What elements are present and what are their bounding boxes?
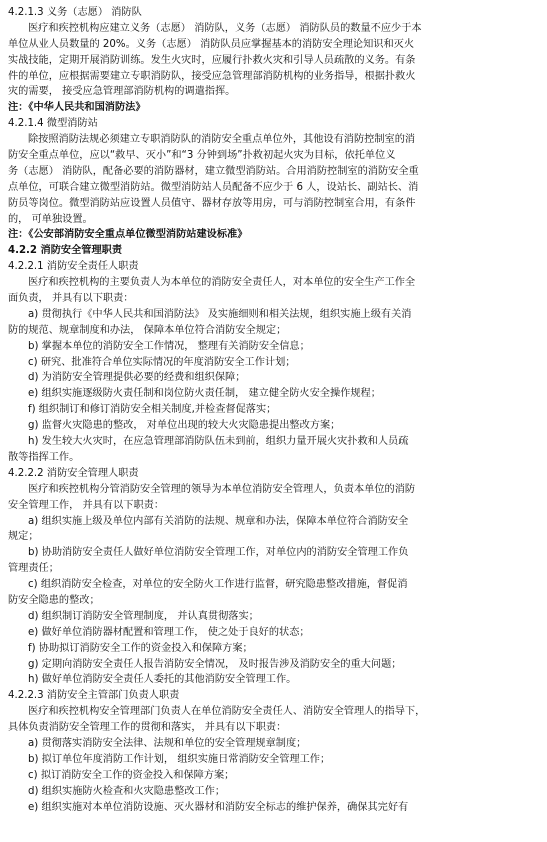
text-line: 灾的需要， 接受应急管理部消防机构的调遣指挥。 <box>8 86 236 98</box>
text-line: 务（志愿） 消防队，配备必要的消防器材，建立微型消防站。合用消防控制室的消防安全重 <box>8 165 419 177</box>
text-line: 实战技能，定期开展消防训练。发生火灾时，应履行扑救火灾和引导人员疏散的义务。有条 <box>8 54 416 66</box>
text-line: 医疗和疾控机构的主要负责人为本单位的消防安全责任人，对本单位的安全生产工作全 <box>28 277 416 289</box>
text-line: c) 组织消防安全检查，对单位的安全防火工作进行监督，研究隐患整改措施，督促消 <box>28 579 408 591</box>
text-line: 防安全重点单位，应以“救早、灭小”和“3 分钟到场”扑救初起火灾为目标，依托单位义 <box>8 150 396 162</box>
text-line: 点单位，可联合建立微型消防站。微型消防站人员配备不应少于 6 人，设站长、副站长、消 <box>8 181 419 193</box>
text-line: h) 做好单位消防安全责任人委托的其他消防安全管理工作。 <box>28 674 297 686</box>
text-line: e) 做好单位消防器材配置和管理工作， 使之处于良好的状态； <box>28 626 310 638</box>
text-line: 医疗和疾控机构分管消防安全管理的领导为本单位消防安全管理人，负责本单位的消防 <box>28 483 416 495</box>
text-line: 管理责任； <box>8 563 59 575</box>
text-line: d) 组织实施防火检查和火灾隐患整改工作； <box>28 785 226 797</box>
text-line: 面负责， 并具有以下职责： <box>8 293 134 305</box>
text-line: e) 组织实施逐级防火责任制和岗位防火责任制， 建立健全防火安全操作规程； <box>28 388 381 400</box>
text-line: 医疗和疾控机构应建立义务（志愿） 消防队，义务（志愿） 消防队员的数量不应少于本 <box>28 22 422 34</box>
text-line: 防安全隐患的整改； <box>8 594 100 606</box>
text-line: 规定； <box>8 531 39 543</box>
text-line: f) 协助拟订消防安全工作的资金投入和保障方案； <box>28 642 253 654</box>
text-line: a) 组织实施上级及单位内部有关消防的法规、规章和办法，保障本单位符合消防安全 <box>28 515 409 527</box>
section-heading-line: 4.2.2 消防安全管理职责 <box>8 245 123 257</box>
text-line: 单位从业人员数量的 20%。义务（志愿） 消防队员应掌握基本的消防安全理论知识和灭火 <box>8 38 415 50</box>
clause-heading-line: 4.2.2.2 消防安全管理人职责 <box>8 467 139 479</box>
text-line: a) 贯彻执行《中华人民共和国消防法》 及实施细则和相关法规，组织实施上级有关消 <box>28 308 412 320</box>
text-line: b) 掌握本单位的消防安全工作情况， 整理有关消防安全信息； <box>28 340 310 352</box>
text-line: b) 拟订单位年度消防工作计划， 组织实施日常消防安全管理工作； <box>28 753 331 765</box>
text-line: a) 贯彻落实消防安全法律、法规和单位的安全管理规章制度； <box>28 737 307 749</box>
text-line: 除按照消防法规必须建立专职消防队的消防安全重点单位外，其他设有消防控制室的消 <box>28 134 416 146</box>
clause-heading-line: 4.2.2.3 消防安全主管部门负责人职责 <box>8 690 180 702</box>
text-line: g) 定期向消防安全责任人报告消防安全情况， 及时报告涉及消防安全的重大问题； <box>28 658 402 670</box>
clause-heading-line: 4.2.1.3 义务（志愿） 消防队 <box>8 7 142 18</box>
text-line: 防的规范、规章制度和办法， 保障本单位符合消防安全规定； <box>8 324 287 336</box>
text-line: 安全管理工作， 并具有以下职责： <box>8 499 165 511</box>
clause-heading-line: 4.2.1.4 微型消防站 <box>8 118 98 130</box>
text-line: 防员等岗位。微型消防站应设置人员值守、器材存放等用房，可与消防控制室合用，有条件 <box>8 197 416 209</box>
text-line: c) 研究、批准符合单位实际情况的年度消防安全工作计划； <box>28 356 296 368</box>
text-line: 散等指挥工作。 <box>8 451 80 463</box>
text-line: g) 监督火灾隐患的整改， 对单位出现的较大火灾隐患提出整改方案； <box>28 420 341 432</box>
text-line: b) 协助消防安全责任人做好单位消防安全管理工作，对单位内的消防安全管理工作负 <box>28 547 409 559</box>
text-line: 件的单位，应根据需要建立专职消防队，接受应急管理部消防机构的业务指导，根据扑救火 <box>8 70 416 82</box>
text-line: f) 组织制订和修订消防安全相关制度,并检查督促落实； <box>28 404 277 416</box>
text-line: c) 拟订消防安全工作的资金投入和保障方案； <box>28 769 235 781</box>
text-line: d) 组织制订消防安全管理制度， 并认真贯彻落实； <box>28 610 259 622</box>
section-heading-line: 注：《公安部消防安全重点单位微型消防站建设标准》 <box>8 229 248 241</box>
clause-heading-line: 4.2.2.1 消防安全责任人职责 <box>8 261 139 273</box>
text-line: 的， 可单独设置。 <box>8 213 93 225</box>
text-line: e) 组织实施对本单位消防设施、灭火器材和消防安全标志的维护保养，确保其完好有 <box>28 801 409 813</box>
text-line: d) 为消防安全管理提供必要的经费和组织保障； <box>28 372 246 384</box>
text-line: h) 发生较大火灾时，在应急管理部消防队伍未到前，组织力量开展火灾扑救和人员疏 <box>28 436 409 448</box>
section-heading-line: 注：《中华人民共和国消防法》 <box>8 102 146 114</box>
text-line: 具体负责消防安全管理工作的贯彻和落实， 并具有以下职责： <box>8 722 287 734</box>
text-line: 医疗和疾控机构安全管理部门负责人在单位消防安全责任人、消防安全管理人的指导下， <box>28 706 426 718</box>
